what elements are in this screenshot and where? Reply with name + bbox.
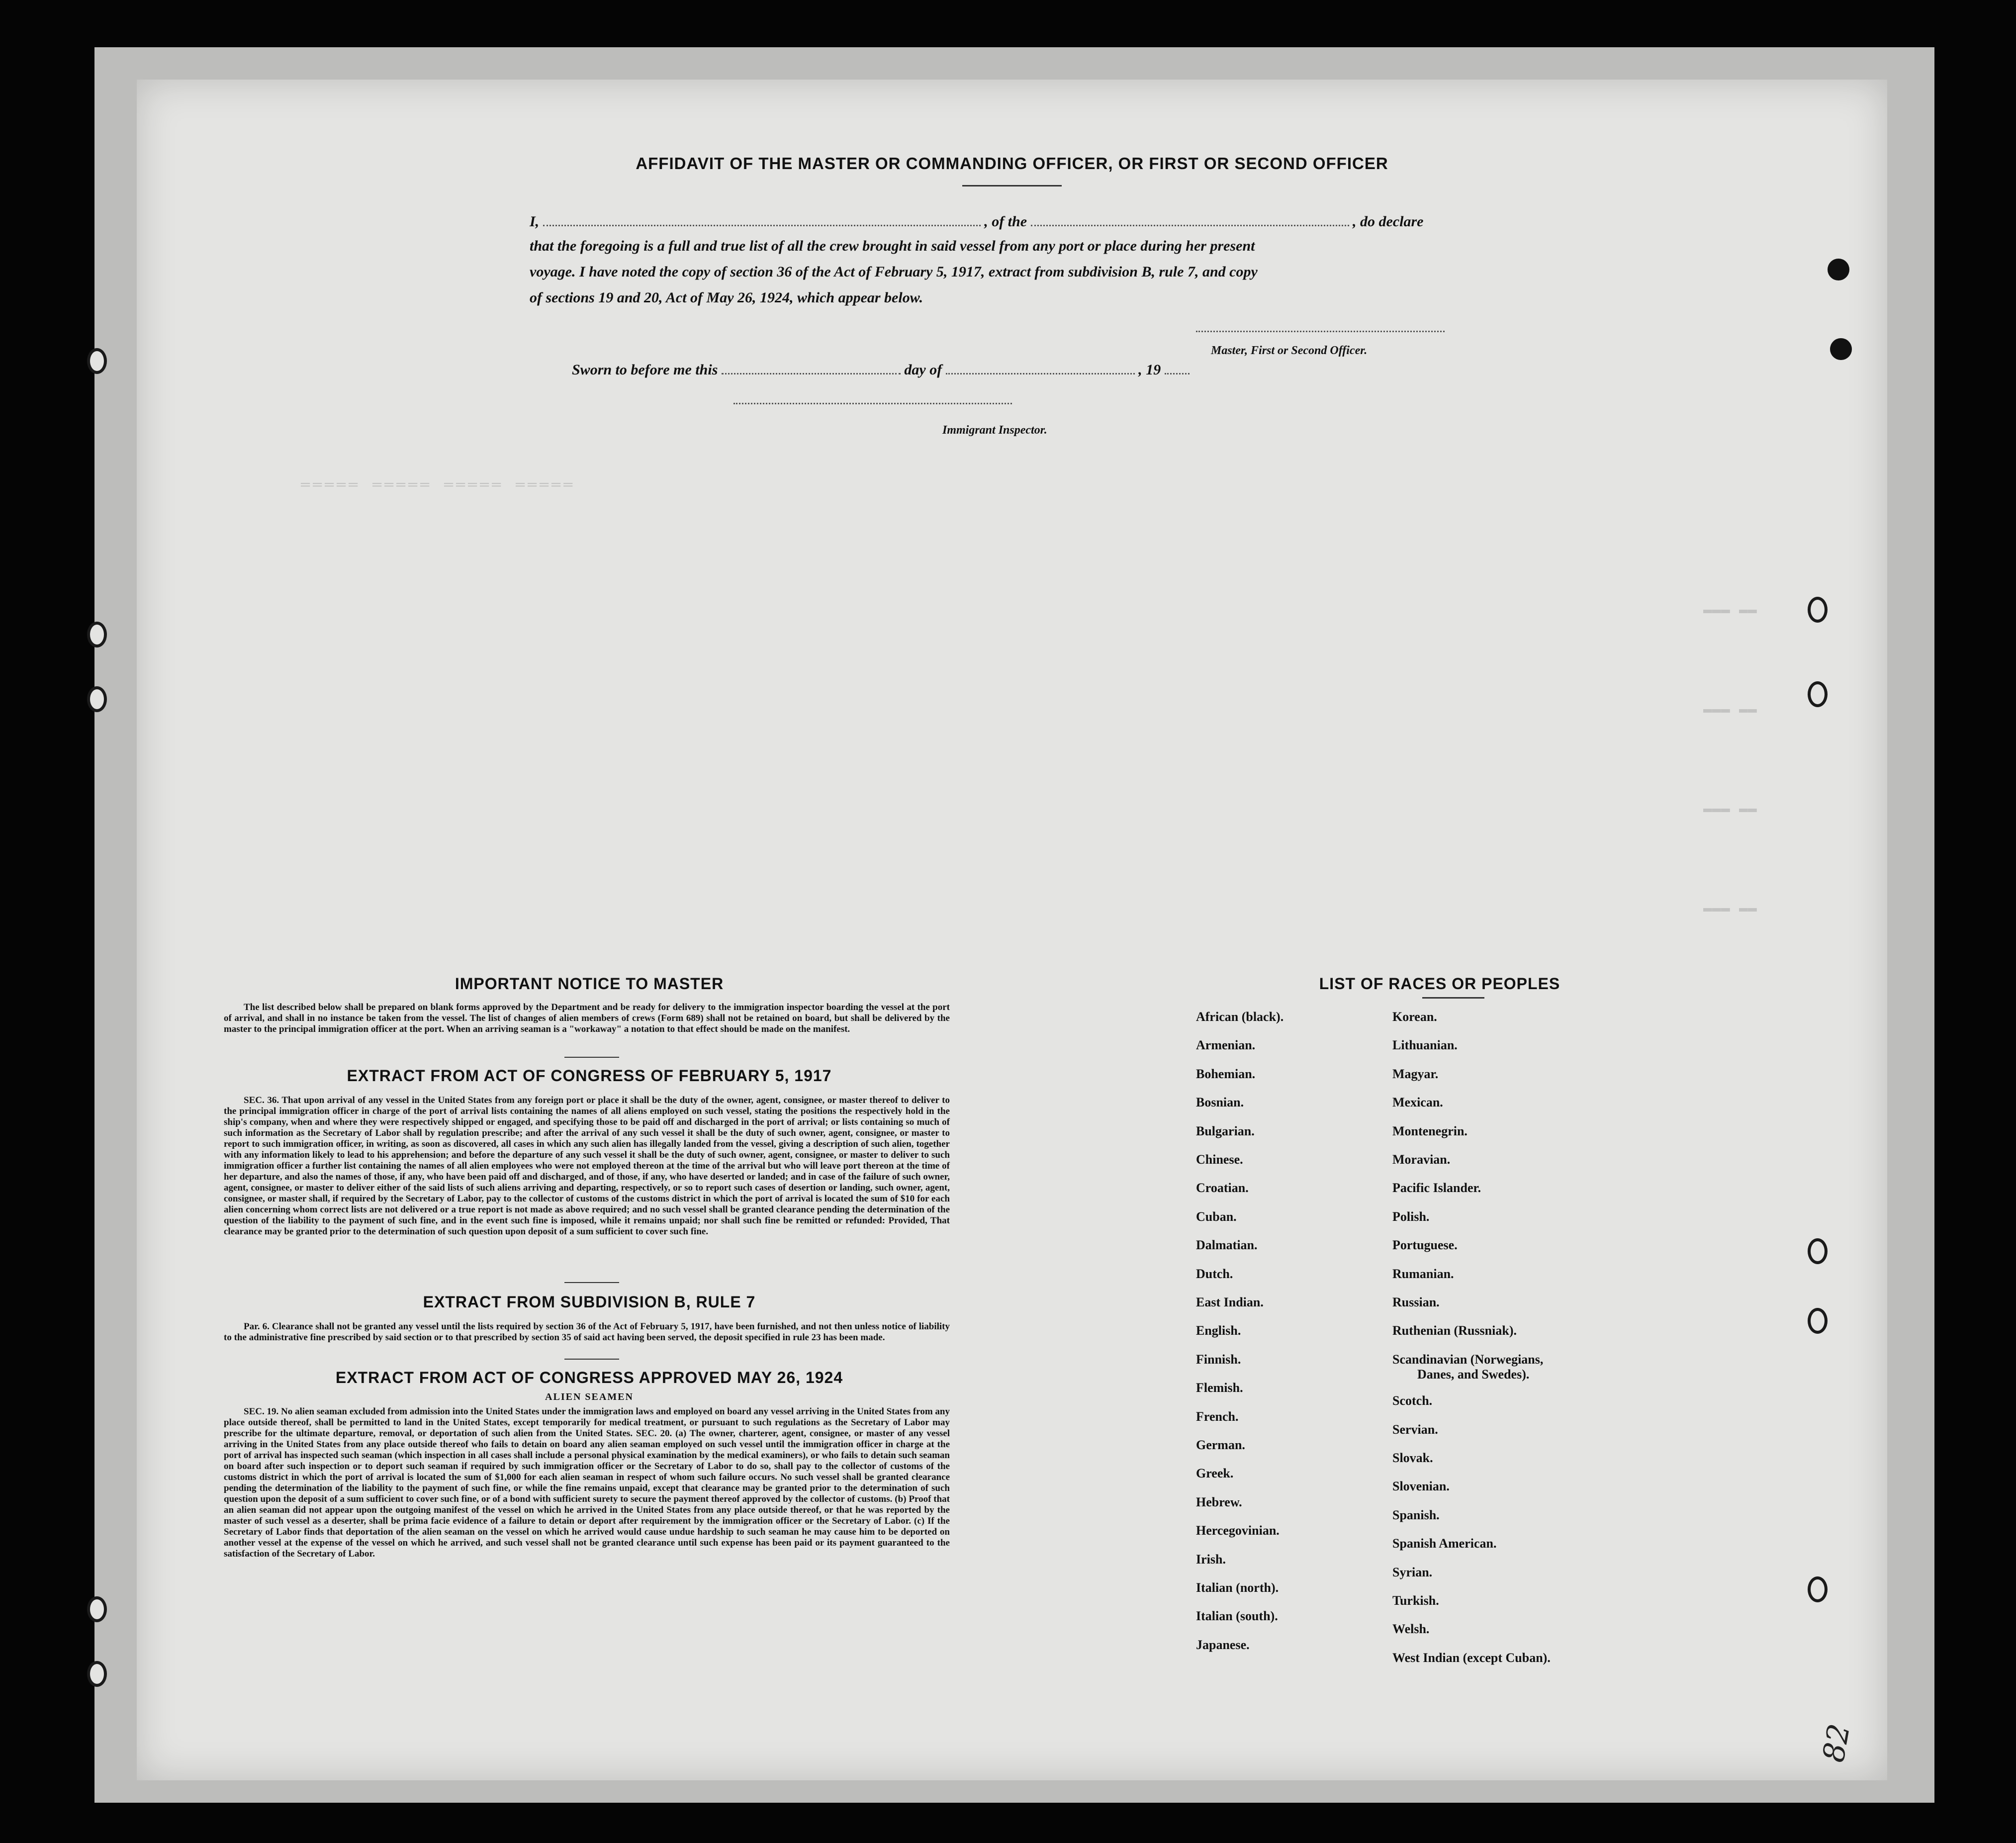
- race-item: West Indian (except Cuban).: [1392, 1650, 1551, 1665]
- year-label: , 19: [1138, 362, 1161, 378]
- race-item: Mexican.: [1392, 1095, 1443, 1110]
- subdivision-b-rule: [564, 1359, 619, 1360]
- extract-1924-subtitle: ALIEN SEAMEN: [545, 1391, 634, 1402]
- race-item: Slovenian.: [1392, 1479, 1450, 1494]
- race-item: Flemish.: [1196, 1381, 1243, 1395]
- affidavit-of-the: , of the: [984, 213, 1027, 230]
- subdivision-b-text: Par. 6. Clearance shall not be granted any vessel until the lists required by section 36 of the Act of February 5, 1917, have been furnished, and not then unless notice of liability to the administrative fine prescribed by said section or to that prescribed by section 35 of said act having been served, the deposit specified in rule 23 has been made.: [224, 1321, 950, 1343]
- race-item: Dalmatian.: [1196, 1238, 1258, 1253]
- race-item: Syrian.: [1392, 1565, 1433, 1579]
- race-item: African (black).: [1196, 1010, 1284, 1024]
- race-item: Russian.: [1392, 1295, 1440, 1309]
- notice-rule: [564, 1057, 619, 1058]
- affidavit-line-2: that the foregoing is a full and true list of all the crew brought in said vessel from any port or place during her present: [530, 238, 1255, 254]
- notice-title: IMPORTANT NOTICE TO MASTER: [455, 975, 724, 993]
- race-item: Korean.: [1392, 1010, 1437, 1024]
- race-item: English.: [1196, 1323, 1241, 1338]
- extract-1917-text: SEC. 36. That upon arrival of any vessel in the United States from any foreign port or place it shall be the duty of the owner, agent, consignee, or master thereof to deliver to the principal immigration officer in charge of the port of arrival lists containing the names of all aliens employed on such vessel, stating the positions the respectively hold in the ship's company, when and where they were respectively shipped or engaged, and specifying those to be paid off and discharged in the port of arrival; or lists containing so much of such information as the Secretary of Labor shall by regulation prescribe; and after the arrival of any such vessel it shall be the duty of such owner, agent, consignee, or master to report to such immigration officer, in writing, as soon as discovered, all cases in which any such alien has illegally landed from the vessel, giving a description of such alien, together with any information likely to lead to his apprehension; and before the departure of any such vessel it shall be the duty of such owner, agent, consignee, or master to deliver to such immigration officer a further list containing the names of all alien employees who were not employed thereon at the time of the arrival but who will leave port thereon at the time of her departure, and also the names of those, if any, who have been paid off and discharged, and of those, if any, who have deserted or landed; and in case of the failure of such owner, agent, consignee, or master to deliver either of the said lists of such aliens arriving and departing, respectively, or so to report such cases of desertion or landing, such owner, agent, consignee, or master shall, if required by the Secretary of Labor, pay to the collector of customs of the customs district in which the port of arrival is located the sum of $10 for each alien concerning whom correct lists are not delivered or a true report is not made as above required; and no such vessel shall be granted clearance pending the determination of the question of the liability to the payment of such fine, and in the event such fine is imposed, while it remains unpaid; nor shall such fine be remitted or refunded: Provided, That clearance may be granted prior to the determination of such question upon deposit of a sum sufficient to cover such fine.: [224, 1095, 950, 1237]
- affidavit-title: AFFIDAVIT OF THE MASTER OR COMMANDING OFFICER, OR FIRST OR SECOND OFFICER: [636, 154, 1388, 173]
- race-item: Croatian.: [1196, 1181, 1249, 1196]
- race-item: Montenegrin.: [1392, 1123, 1467, 1138]
- races-title: LIST OF RACES OR PEOPLES: [1319, 975, 1560, 993]
- affidavit-title-rule: [962, 185, 1062, 186]
- race-item: Portuguese.: [1392, 1238, 1458, 1253]
- affidavit-line-1: [530, 210, 1624, 230]
- race-item: Italian (north).: [1196, 1580, 1279, 1595]
- race-item: Cuban.: [1196, 1209, 1237, 1224]
- binder-hole-left-4: [87, 1596, 107, 1622]
- sworn-day-field[interactable]: [722, 358, 901, 374]
- race-item: Bohemian.: [1196, 1066, 1256, 1081]
- document-page: [137, 80, 1887, 1780]
- extract-1917-rule: [564, 1282, 619, 1283]
- extract-1917-title: EXTRACT FROM ACT OF CONGRESS OF FEBRUARY 5, 1917: [347, 1067, 832, 1085]
- race-item: Scandinavian (Norwegians,: [1392, 1352, 1544, 1367]
- race-item: Finnish.: [1196, 1352, 1241, 1367]
- bleed-through-text: ═════ ═════ ═════ ═════ ▬▬▬ ▬▬ ▬▬▬ ▬▬ ▬▬▬ ▬▬ ▬▬▬ ▬▬: [301, 477, 1757, 917]
- race-item: Bulgarian.: [1196, 1123, 1255, 1138]
- races-title-rule: [1422, 997, 1484, 999]
- race-item: Magyar.: [1392, 1066, 1439, 1081]
- binder-hole-left-2: [87, 622, 107, 647]
- affidavit-do-declare: , do declare: [1353, 213, 1424, 230]
- races-list: [1196, 1010, 1693, 1706]
- ink-blot-2: [1830, 338, 1852, 360]
- race-item: Greek.: [1196, 1466, 1234, 1481]
- master-signature-label: Master, First or Second Officer.: [1211, 344, 1368, 357]
- race-item: Polish.: [1392, 1209, 1430, 1224]
- inspector-label: Immigrant Inspector.: [942, 424, 1047, 437]
- master-name-field[interactable]: [543, 210, 981, 226]
- day-of-label: day of: [904, 362, 942, 378]
- master-signature-field[interactable]: [1196, 316, 1445, 332]
- race-item: Servian.: [1392, 1422, 1438, 1437]
- race-item: Ruthenian (Russniak).: [1392, 1323, 1517, 1338]
- race-item: Chinese.: [1196, 1152, 1243, 1167]
- race-item: Welsh.: [1392, 1622, 1430, 1637]
- race-item: Moravian.: [1392, 1152, 1451, 1167]
- race-item: Slovak.: [1392, 1451, 1433, 1465]
- affidavit-i: I,: [530, 213, 540, 230]
- handwritten-number: 82: [1816, 1721, 1857, 1765]
- race-item: Irish.: [1196, 1552, 1226, 1567]
- sworn-line: [572, 358, 1190, 378]
- race-item: Italian (south).: [1196, 1609, 1278, 1624]
- race-item: Armenian.: [1196, 1038, 1256, 1053]
- race-item: Lithuanian.: [1392, 1038, 1458, 1053]
- extract-1924-title: EXTRACT FROM ACT OF CONGRESS APPROVED MAY 26, 1924: [335, 1369, 843, 1386]
- sworn-month-field[interactable]: [946, 358, 1135, 374]
- ink-blot-1: [1828, 259, 1849, 280]
- binder-hole-right-4: [1808, 1308, 1828, 1334]
- binder-hole-right-1: [1808, 597, 1828, 623]
- race-item: Hebrew.: [1196, 1494, 1242, 1509]
- race-item: Spanish American.: [1392, 1536, 1497, 1551]
- vessel-name-field[interactable]: [1031, 210, 1349, 226]
- race-item-continuation: Danes, and Swedes).: [1417, 1367, 1530, 1382]
- race-item: East Indian.: [1196, 1295, 1264, 1309]
- race-item: Rumanian.: [1392, 1266, 1454, 1281]
- race-item: German.: [1196, 1438, 1245, 1452]
- inspector-signature-field[interactable]: [733, 388, 1012, 404]
- race-item: Hercegovinian.: [1196, 1523, 1280, 1538]
- race-item: Bosnian.: [1196, 1095, 1244, 1110]
- sworn-year-field[interactable]: [1165, 358, 1190, 374]
- race-item: Scotch.: [1392, 1393, 1433, 1408]
- binder-hole-left-1: [87, 348, 107, 374]
- extract-1924-text: SEC. 19. No alien seaman excluded from admission into the United States under the immigration laws and employed on board any vessel arriving in the United States from any place outside thereof, shall be permitted to land in the United States, except temporarily for medical treatment, or pursuant to such regulations as the Secretary of Labor may prescribe for the ultimate departure, removal, or deportation of such alien from the United States. SEC. 20. (a) The owner, charterer, agent, consignee, or master of any vessel arriving in the United States from any place outside thereof who fails to detain on board any alien seaman employed on such vessel until the immigration officer in charge at the port of arrival has inspected such seaman (which inspection in all cases shall include a personal physical examination by the medical examiners), or who fails to detain such seaman on board after such inspection or to deport such seaman if required by such immigration officer or the Secretary of Labor to do so, shall pay to the collector of customs of the customs district in which the port of arrival is located the sum of $1,000 for each alien seaman in respect of whom such failure occurs. No such vessel shall be granted clearance pending the determination of the liability to the payment of such fine, or while the fine remains unpaid, except that clearance may be granted prior to the determination of such question upon the deposit of a sum sufficient to cover such fine, or of a bond with sufficient surety to secure the payment thereof approved by the collector of customs. (b) Proof that an alien seaman did not appear upon the outgoing manifest of the vessel on which he arrived in the United States from any place outside thereof, or that he was reported by the master of such vessel as a deserter, shall be prima facie evidence of a failure to detain or deport after requirement by the immigration officer or the Secretary of Labor. (c) If the Secretary of Labor finds that deportation of the alien seaman on the vessel on which he arrived would cause undue hardship to such seaman he may cause him to be deported on another vessel at the expense of the vessel on which he arrived, and such vessel shall not be granted clearance until such expense has been paid or its payment guaranteed to the satisfaction of the Secretary of Labor.: [224, 1406, 950, 1559]
- race-item: Turkish.: [1392, 1593, 1439, 1608]
- race-item: Japanese.: [1196, 1637, 1250, 1652]
- binder-hole-left-5: [87, 1661, 107, 1687]
- race-item: Dutch.: [1196, 1266, 1233, 1281]
- race-item: French.: [1196, 1409, 1239, 1424]
- race-item: Pacific Islander.: [1392, 1181, 1481, 1196]
- binder-hole-right-2: [1808, 681, 1828, 707]
- notice-text: The list described below shall be prepared on blank forms approved by the Department and be ready for delivery to the immigration inspector boarding the vessel at the port of arrival, and shall in no instance be taken from the vessel. The list of changes of alien members of crews (Form 689) shall not be retained on board, but shall be delivered by the master to the principal immigration officer at the port. When an arriving seaman is a "workaway" a notation to that effect should be made on the manifest.: [224, 1002, 950, 1034]
- binder-hole-left-3: [87, 686, 107, 712]
- affidavit-line-3: voyage. I have noted the copy of section 36 of the Act of February 5, 1917, extract from subdivision B, rule 7, and copy: [530, 264, 1258, 280]
- binder-hole-right-5: [1808, 1576, 1828, 1602]
- subdivision-b-title: EXTRACT FROM SUBDIVISION B, RULE 7: [423, 1293, 756, 1311]
- affidavit-line-4: of sections 19 and 20, Act of May 26, 1924, which appear below.: [530, 289, 923, 306]
- binder-hole-right-3: [1808, 1238, 1828, 1264]
- race-item: Spanish.: [1392, 1507, 1440, 1522]
- sworn-label: Sworn to before me this: [572, 362, 718, 378]
